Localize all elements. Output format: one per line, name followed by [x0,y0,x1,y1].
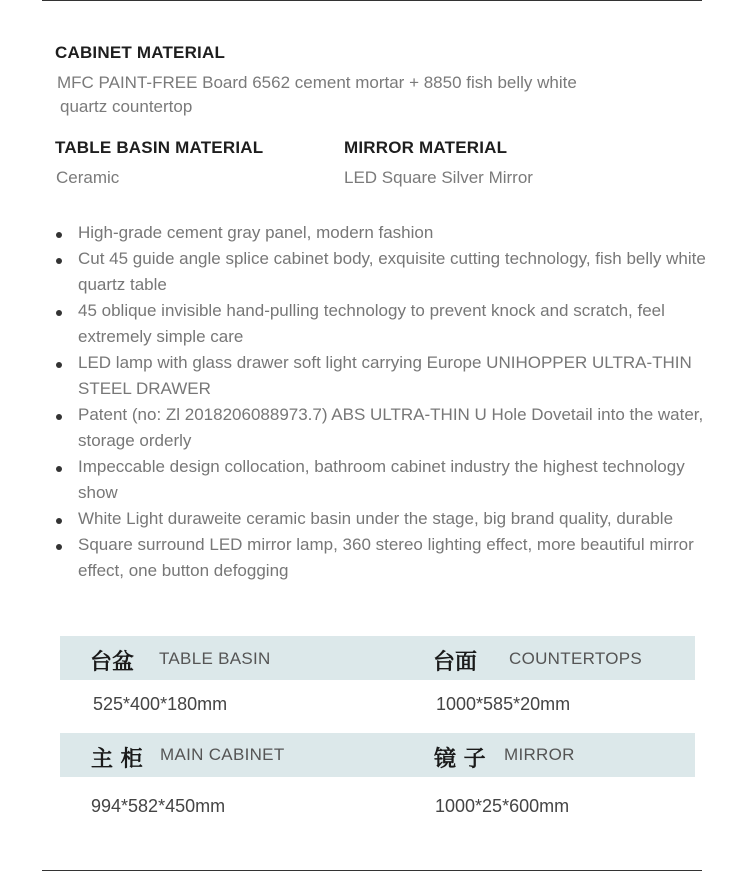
bullet-icon [56,362,62,368]
table-basin-material-heading: TABLE BASIN MATERIAL [55,138,264,157]
feature-item: High-grade cement gray panel, modern fashion [56,220,706,246]
main-cabinet-cn-label: 主 柜 [91,747,143,772]
mirror-cn-label: 镜 子 [434,747,486,772]
feature-list [56,220,706,584]
bullet-icon [56,258,62,264]
feature-item: Patent (no: Zl 2018206088973.7) ABS ULTRA-THIN U Hole Dovetail into the water, storage orderly [56,402,706,454]
feature-item: Cut 45 guide angle splice cabinet body, exquisite cutting technology, fish belly white quartz table [56,246,706,298]
feature-item: 45 oblique invisible hand-pulling technology to prevent knock and scratch, feel extremely simple care [56,298,706,350]
cabinet-material-heading: CABINET MATERIAL [55,43,226,62]
feature-item: Square surround LED mirror lamp, 360 stereo lighting effect, more beautiful mirror effect, one button defogging [56,532,706,584]
top-divider [42,0,702,1]
bullet-icon [56,544,62,550]
bullet-icon [56,414,62,420]
mirror-dimensions: 1000*25*600mm [435,796,570,816]
main-cabinet-dimensions: 994*582*450mm [91,796,226,816]
main-cabinet-en-label: MAIN CABINET [160,745,285,764]
cabinet-material-value-line1: MFC PAINT-FREE Board 6562 cement mortar + 8850 fish belly white [57,73,577,92]
countertops-dimensions: 1000*585*20mm [436,694,571,714]
mirror-material-heading: MIRROR MATERIAL [344,138,508,157]
feature-item: Impeccable design collocation, bathroom cabinet industry the highest technology show [56,454,706,506]
bullet-icon [56,310,62,316]
mirror-material-value: LED Square Silver Mirror [344,168,533,187]
countertops-en-label: COUNTERTOPS [509,649,643,668]
feature-item: White Light duraweite ceramic basin under the stage, big brand quality, durable [56,506,706,532]
bullet-icon [56,232,62,238]
feature-item: LED lamp with glass drawer soft light carrying Europe UNIHOPPER ULTRA-THIN STEEL DRAWER [56,350,706,402]
mirror-en-label: MIRROR [504,745,575,764]
spec-header-band-2 [60,733,695,777]
cabinet-material-value-line2: quartz countertop [60,97,193,116]
bullet-icon [56,466,62,472]
table-basin-en-label: TABLE BASIN [159,649,271,668]
bottom-divider [42,870,702,871]
bullet-icon [56,518,62,524]
countertops-cn-label: 台面 [433,650,478,675]
table-basin-dimensions: 525*400*180mm [93,694,228,714]
table-basin-cn-label: 台盆 [90,650,135,675]
table-basin-material-value: Ceramic [56,168,120,187]
